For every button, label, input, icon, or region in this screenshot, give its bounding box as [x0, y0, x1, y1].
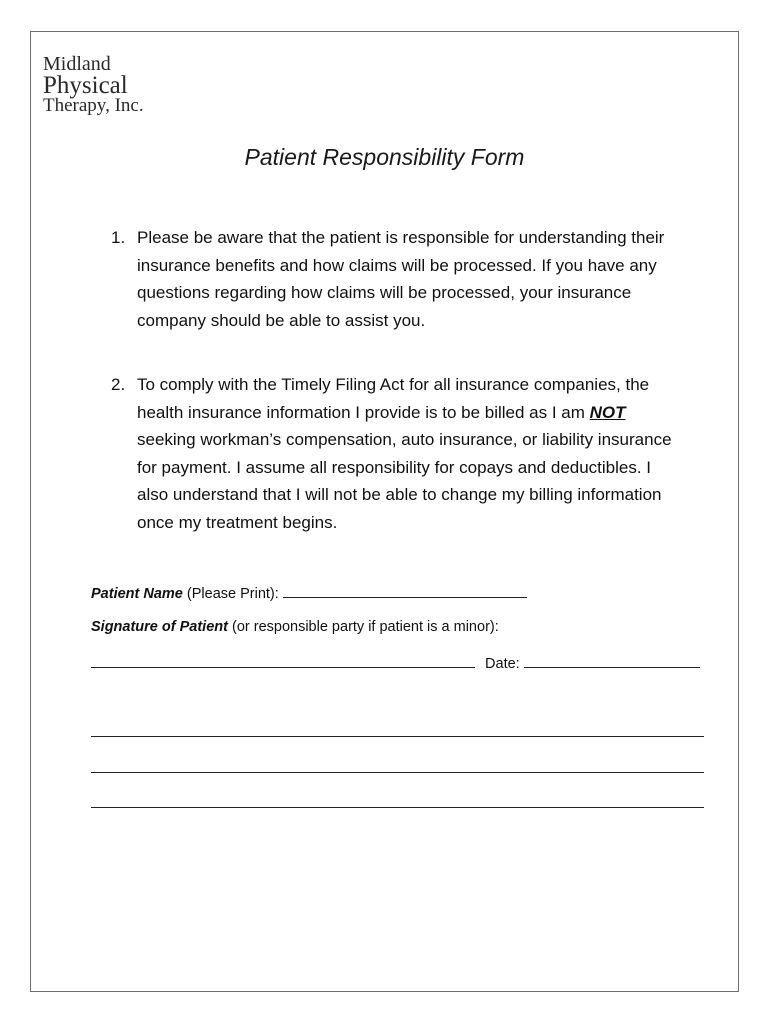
patient-name-input-line[interactable] — [283, 585, 527, 598]
logo-line-3: Therapy, Inc. — [43, 95, 144, 116]
item-text — [137, 371, 681, 536]
patient-name-label: Patient Name — [91, 586, 183, 602]
item-number: 1. — [111, 228, 126, 247]
logo-line-1: Midland — [43, 53, 111, 75]
item-text-after: seeking workman’s compensation, auto insurance, or liability insurance for payment. I assume all responsibility for copays and deductibles. I also understand that I will not be able to change my billing information once my treatment begins. — [137, 430, 672, 532]
item-text-before: To comply with the Timely Filing Act for all insurance companies, the health insurance information I provide is to be billed as I am — [137, 375, 650, 422]
company-logo — [43, 54, 144, 115]
patient-name-hint: (Please Print): — [186, 586, 279, 602]
list-item — [111, 224, 681, 334]
item-number: 2. — [111, 375, 126, 394]
signature-label: Signature of Patient — [91, 619, 228, 635]
blank-line[interactable] — [91, 772, 704, 773]
date-input-line[interactable] — [524, 655, 700, 668]
emphasis-not: NOT — [589, 402, 626, 422]
blank-line[interactable] — [91, 807, 704, 808]
signature-hint: (or responsible party if patient is a minor): — [232, 619, 499, 635]
page-title: Patient Responsibility Form — [244, 144, 525, 170]
logo-line-2: Physical — [43, 72, 128, 99]
list-item — [111, 371, 681, 536]
form-page — [30, 31, 739, 992]
blank-line[interactable] — [91, 736, 704, 737]
date-label: Date: — [485, 656, 520, 672]
signature-input-line[interactable] — [91, 655, 475, 668]
item-text: Please be aware that the patient is responsible for understanding their insurance benefits and how claims will be processed. If you have any questions regarding how claims will be processed, your insurance company should be able to assist you. — [137, 228, 665, 330]
signature-field — [91, 619, 499, 635]
patient-name-field — [91, 585, 527, 602]
signature-date-row — [91, 655, 700, 672]
